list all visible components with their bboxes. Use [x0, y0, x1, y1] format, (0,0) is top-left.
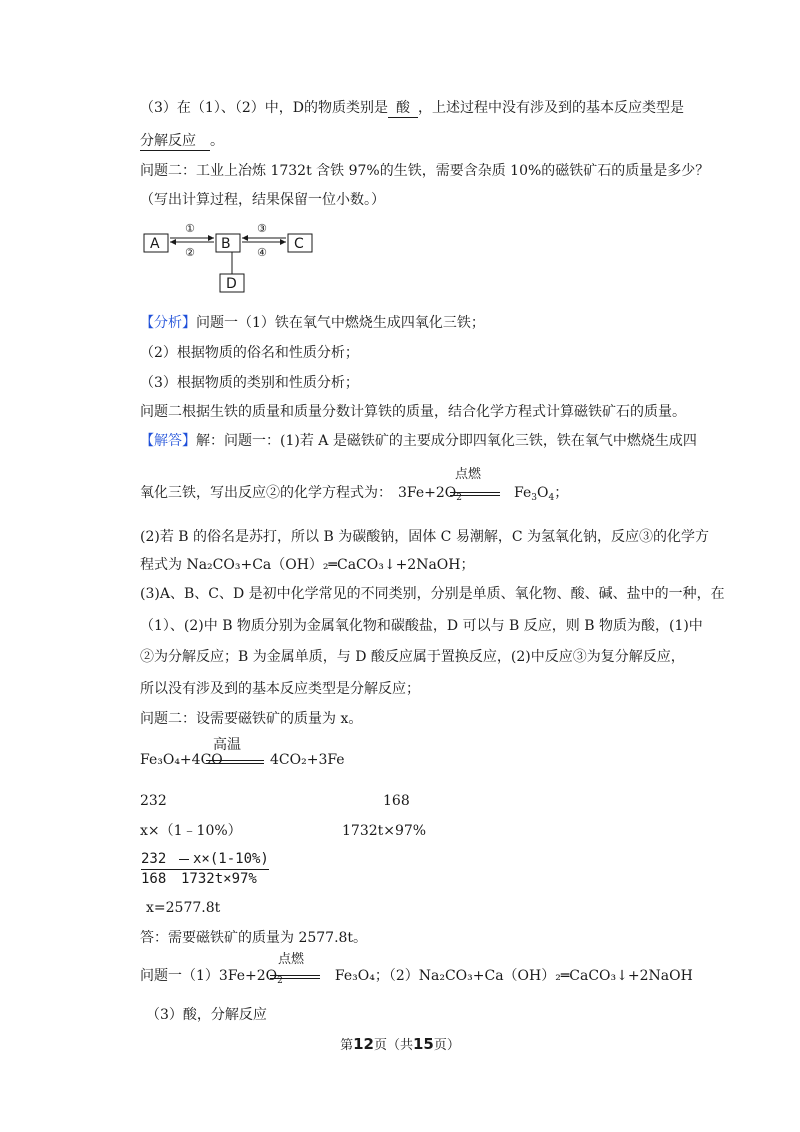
summary-bar-top	[270, 975, 320, 976]
answer-line-1: 【解答】解：问题一：(1)若 A 是磁铁矿的主要成分即四氧化三铁，铁在氧气中燃烧生成四	[140, 433, 697, 449]
answer-line-6: （1）、(2)中 B 物质分别为金属氧化物和碳酸盐，D 可以与 B 反应，则 B 物质为酸，(1)中	[140, 618, 703, 634]
arrow-1-label: ①	[185, 222, 195, 235]
equation-1-bar-top	[450, 492, 500, 493]
answer-line-5: (3)A、B、C、D 是初中化学常见的不同类别，分别是单质、氧化物、酸、碱、盐中的一种，在	[140, 586, 725, 602]
mass-iron: 1732t×97%	[342, 823, 427, 839]
question-3-line-2: 分解反应 。	[140, 133, 224, 149]
problem-2-text: 问题二：工业上冶炼 1732t 含铁 97%的生铁，需要含杂质 10%的磁铁矿石的质量是多少？	[140, 163, 710, 179]
answer-blank-2: 分解反应	[140, 132, 210, 151]
summary-line-1: 问题一$(1)3Fe+2O_2$ Fe₃O₄；（2）Na₂CO₃+Ca（OH）₂═CaCO₃↓+2NaOH	[140, 968, 693, 986]
molar-mass-fe: 168	[383, 793, 410, 809]
answer-blank-1: 酸	[388, 99, 418, 118]
arrow-4-label: ④	[257, 246, 267, 259]
equation-2-bar-bottom	[206, 763, 264, 764]
condition-high-temp: 高温	[213, 737, 241, 753]
page-footer: 第12页（共15页）	[340, 1035, 460, 1053]
condition-ignite-1: 点燃	[455, 467, 482, 482]
equation-1: $3Fe+2O_2$ $Fe_3O_4$；	[398, 485, 569, 503]
analysis-tag: 【分析】	[140, 315, 196, 331]
equation-2-right: 4CO₂+3Fe	[270, 752, 345, 768]
answer-line-4: 程式为 Na₂CO₃+Ca（OH）₂═CaCO₃↓+2NaOH；	[140, 557, 475, 573]
equation-2-bar-top	[206, 760, 264, 761]
box-c-label: C	[294, 236, 304, 252]
question-3-line: （3）在（1）、（2）中，D的物质类别是 酸 ，上述过程中没有涉及到的基本反应类型是	[140, 100, 684, 116]
arrow-3-label: ③	[257, 222, 267, 235]
box-d-label: D	[226, 276, 237, 292]
summary-bar-bottom	[270, 978, 320, 979]
arrow-2-label: ②	[185, 246, 195, 259]
answer-line-8: 所以没有涉及到的基本反应类型是分解反应；	[140, 681, 420, 697]
condition-ignite-2: 点燃	[278, 952, 305, 967]
problem-2-note: （写出计算过程，结果保留一位小数。）	[140, 192, 385, 208]
equation-1-bar-bottom	[450, 495, 500, 496]
analysis-line-2: （2）根据物质的俗名和性质分析；	[140, 345, 359, 361]
analysis-line-3: （3）根据物质的类别和性质分析；	[140, 375, 359, 391]
result-x: x=2577.8t	[146, 900, 221, 916]
answer-tag: 【解答】	[140, 433, 196, 449]
page-total: 15	[413, 1035, 434, 1053]
mass-ore: x×（1﹣10%）	[140, 823, 242, 839]
reaction-diagram	[140, 218, 340, 300]
answer-line-9: 问题二：设需要磁铁矿的质量为 x。	[140, 711, 363, 727]
answer-line-3: (2)若 B 的俗名是苏打，所以 B 为碳酸钠，固体 C 易潮解，C 为氢氧化钠，反应③的化学方	[140, 529, 709, 545]
page-number: 12	[353, 1035, 374, 1053]
analysis-line-1: 【分析】问题一（1）铁在氧气中燃烧生成四氧化三铁；	[140, 315, 485, 331]
answer-line-2: 氧化三铁，写出反应②的化学方程式为：	[140, 485, 392, 501]
fraction-mini-bar	[179, 859, 189, 860]
final-answer: 答：需要磁铁矿的质量为 2577.8t。	[140, 930, 368, 946]
summary-line-2: （3）酸，分解反应	[146, 1007, 267, 1023]
analysis-line-4: 问题二根据生铁的质量和质量分数计算铁的质量，结合化学方程式计算磁铁矿石的质量。	[140, 404, 686, 420]
box-a-label: A	[150, 236, 160, 252]
box-b-label: B	[221, 236, 231, 252]
molar-mass-fe3o4: 232	[140, 793, 167, 809]
proportion-fraction: 232 x×(1-10%) 168 1732t×97%	[141, 851, 269, 887]
equation-2-left: Fe₃O₄+4CO	[140, 752, 223, 768]
answer-line-7: ②为分解反应；B 为金属单质，与 D 酸反应属于置换反应，(2)中反应③为复分解反应，	[140, 649, 685, 665]
